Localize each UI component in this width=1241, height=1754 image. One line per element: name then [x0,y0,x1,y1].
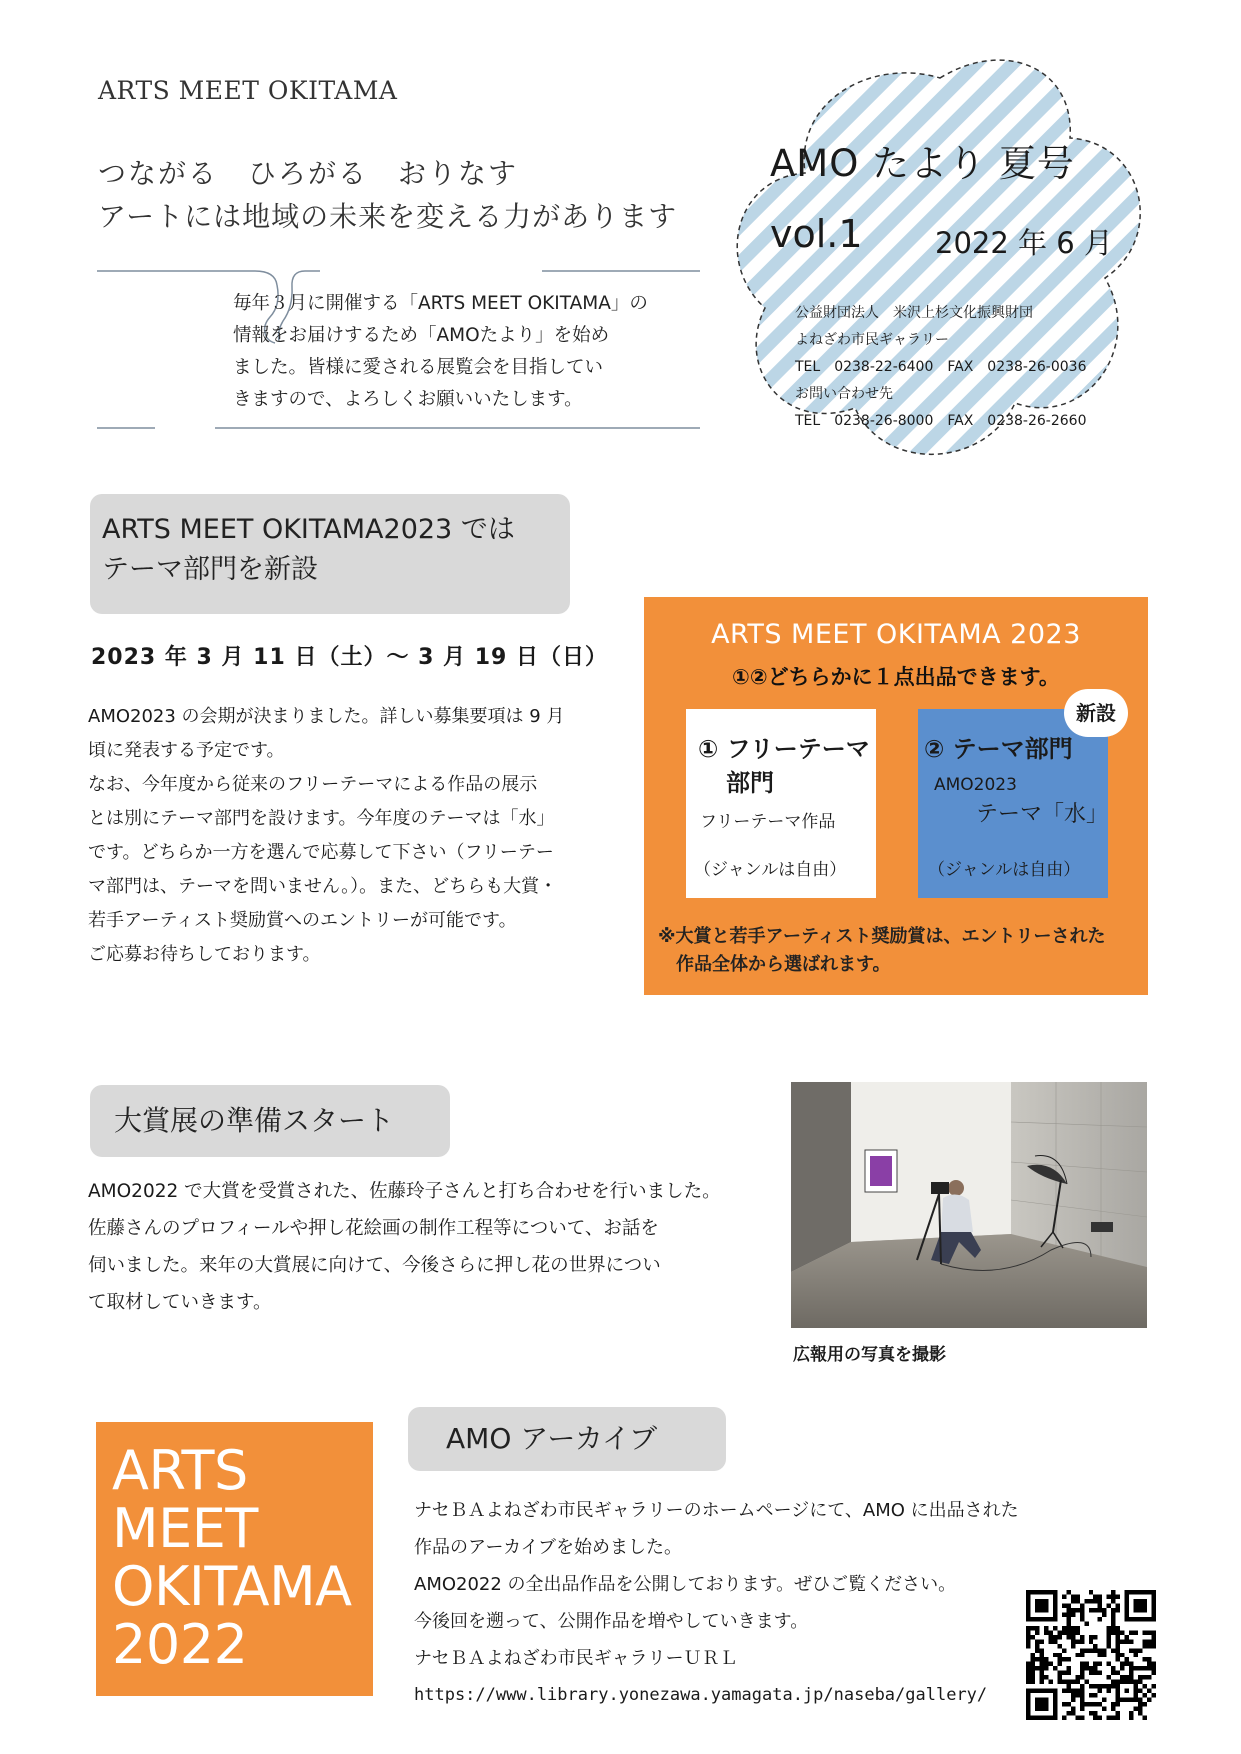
body-line: なお、今年度から従来のフリーテーマによる作品の展示 [88,774,538,795]
contact-line: TEL 0238-22-6400 FAX 0238-26-0036 [795,359,1087,375]
body-line: ナセＢＡよねざわ市民ギャラリーのホームページにて、AMO に出品された [414,1500,1019,1521]
free-theme-card [686,709,876,898]
event-dates: 2023 年 3 月 11 日（土）～ 3 月 19 日（日） [91,645,609,670]
body-line: とは別にテーマ部門を設けます。今年度のテーマは「水」 [88,808,555,829]
free-theme-heading-2: 部門 [726,769,774,797]
photo-caption: 広報用の写真を撮影 [793,1345,946,1365]
contact-line: よねざわ市民ギャラリー [795,332,949,348]
section2-heading: 大賞展の準備スタート [90,1085,450,1157]
free-theme-genre: （ジャンルは自由） [694,860,847,880]
logo-line: 2022 [112,1613,248,1676]
award-note-line: ※大賞と若手アーティスト奨励賞は、エントリーされた [658,926,1106,947]
body-line: 頃に発表する予定です。 [88,740,285,761]
body-line: 今後回を遡って、公開作品を増やしていきます。 [414,1611,809,1632]
body-line: 若手アーティスト奨励賞へのエントリーが可能です。 [88,910,517,931]
body-line: AMO2022 で大賞を受賞された、佐藤玲子さんと打ち合わせを行いました。 [88,1181,721,1202]
free-theme-desc: フリーテーマ作品 [700,812,836,832]
section3-body [414,1492,1054,1714]
body-line: 伺いました。来年の大賞展に向けて、今後さらに押し花の世界につい [88,1255,661,1276]
body-line: ご応募お待ちしております。 [88,944,321,965]
body-line: マ部門は、テーマを問いません。）。また、どちらも大賞・ [88,876,558,897]
award-note [658,923,1138,979]
brand-title: ARTS MEET OKITAMA [98,76,398,105]
new-badge: 新設 [1064,689,1128,737]
theme-category-theme: テーマ「水」 [976,802,1109,827]
section1-body [88,700,628,972]
section3-heading: AMO アーカイブ [408,1407,726,1471]
theme-category-heading: ② テーマ部門 [924,735,1073,763]
intro-paragraph [233,288,673,416]
section1-heading-line2: テーマ部門を新設 [102,554,318,585]
section1-heading-line1: ARTS MEET OKITAMA2023 では [102,514,515,545]
contact-line: お問い合わせ先 [795,386,893,402]
gallery-photo [791,1082,1147,1328]
gallery-url[interactable]: https://www.library.yonezawa.yamagata.jp/naseba/gallery/ [414,1685,988,1705]
body-line: AMO2022 の全出品作品を公開しております。ぜひご覧ください。 [414,1574,957,1595]
contact-block [795,300,1086,435]
issue-title: AMO たより 夏号 [770,142,1075,185]
tagline-line-2: アートには地域の未来を変える力があります [98,200,678,233]
body-line: です。どちらか一方を選んで応募して下さい（フリーテー [88,842,554,863]
logo-line: OKITAMA [112,1555,352,1618]
amo2023-info-box [644,597,1148,995]
body-line: 佐藤さんのプロフィールや押し花絵画の制作工程等について、お話を [88,1218,659,1239]
intro-line: 情報をお届けするため「AMOたより」を始め [233,325,610,346]
intro-line: きますので、よろしくお願いいたします。 [233,389,583,410]
logo-text [112,1439,352,1676]
intro-line: 毎年３月に開催する「ARTS MEET OKITAMA」の [233,293,648,314]
info-box-title: ARTS MEET OKITAMA 2023 [711,619,1081,650]
body-line: AMO2023 の会期が決まりました。詳しい募集要項は 9 月 [88,706,565,727]
contact-line: TEL 0238-26-8000 FAX 0238-26-2660 [795,413,1087,429]
body-line: 作品のアーカイブを始めました。 [414,1537,683,1558]
issue-volume: vol.1 [770,212,863,256]
logo-line: MEET [112,1497,258,1560]
intro-line: ました。皆様に愛される展覧会を目指してい [233,357,604,378]
free-theme-heading: ① フリーテーマ [698,735,870,763]
tagline-line-1: つながる ひろがる おりなす [98,157,519,190]
info-box-subtitle: ①②どちらかに１点出品できます。 [732,665,1060,689]
section1-heading [90,494,570,614]
theme-category-event: AMO2023 [934,775,1017,795]
body-line: て取材していきます。 [88,1292,272,1313]
amo2022-logo [96,1422,373,1696]
contact-line: 公益財団法人 米沢上杉文化振興財団 [795,305,1033,321]
issue-date: 2022 年 6 月 [935,226,1113,260]
logo-line: ARTS [112,1439,248,1502]
theme-category-card [918,709,1108,898]
qr-code[interactable] [1026,1590,1156,1720]
award-note-line: 作品全体から選ばれます。 [676,954,891,975]
body-line: ナセＢＡよねざわ市民ギャラリーＵＲＬ [414,1648,738,1669]
theme-category-genre: （ジャンルは自由） [928,860,1081,880]
section2-body [88,1173,768,1321]
